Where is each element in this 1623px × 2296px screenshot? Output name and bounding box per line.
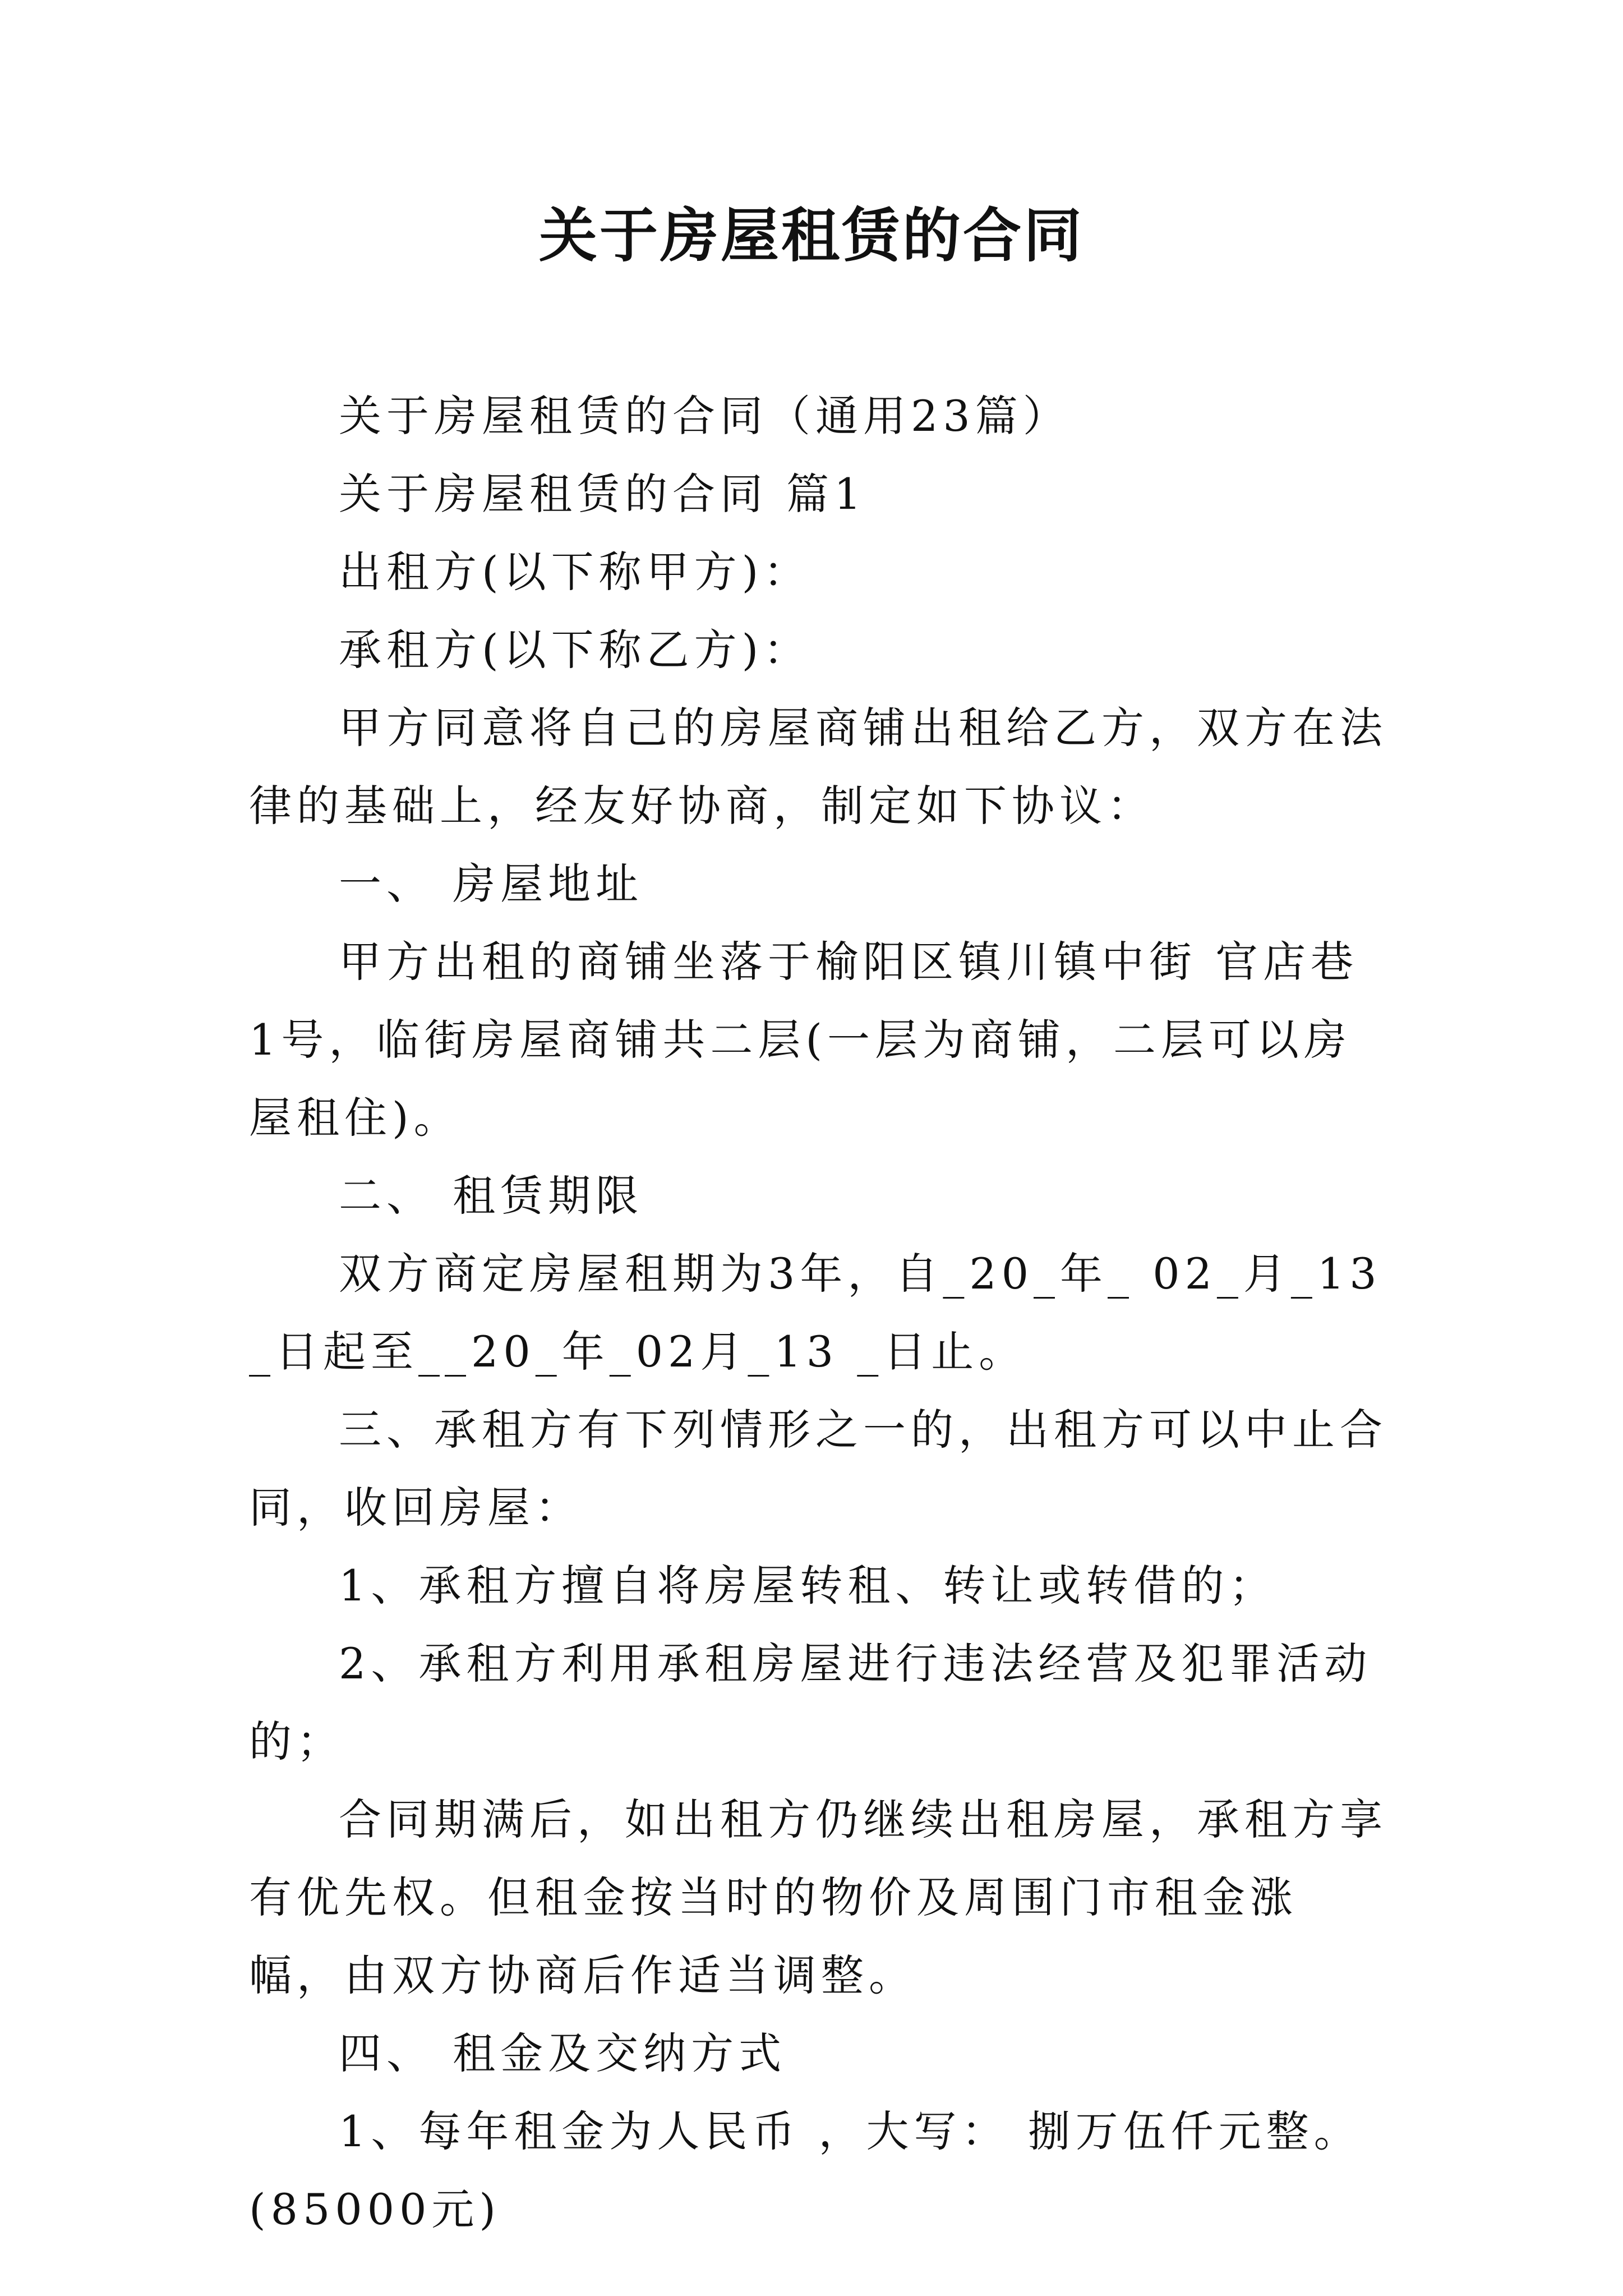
paragraph-lease-term: 双方商定房屋租期为3年，自_20_年_ 02_月_13 _日起至__20_年_02月_13 _日止。 [249,1249,1400,1377]
list-item-condition-1: 1、承租方擅自将房屋转租、转让或转借的； [339,1561,1277,1611]
list-item-annual-rent: 1、每年租金为人民币 ，大写： 捌万伍仟元整。(85000元) [249,2106,1362,2234]
heading-rent-payment: 四、 租金及交纳方式 [339,2028,787,2078]
paragraph-house-address: 甲方出租的商铺坐落于榆阳区镇川镇中街 官店巷1号，临街房屋商铺共二层(一层为商铺，二层可以房屋租住)。 [249,937,1359,1143]
heading-lease-term: 二、 租赁期限 [339,1171,644,1221]
paragraph-subtitle: 关于房屋租赁的合同（通用23篇） [339,391,1071,441]
paragraph-lessor: 出租方(以下称甲方)： [339,547,811,597]
paragraph-lessee: 承租方(以下称乙方)： [339,625,811,675]
document-title: 关于房屋租赁的合同 [538,201,1084,270]
paragraph-section-heading: 关于房屋租赁的合同 篇1 [339,469,866,519]
paragraph-termination-conditions: 三、承租方有下列情形之一的，出租方可以中止合同，收回房屋： [249,1405,1387,1533]
paragraph-agreement-intro: 甲方同意将自己的房屋商铺出租给乙方，双方在法律的基础上，经友好协商，制定如下协议： [249,703,1387,831]
heading-house-address: 一、 房屋地址 [339,859,644,909]
document-body [249,377,1400,2248]
list-item-condition-2: 2、承租方利用承租房屋进行违法经营及犯罪活动的； [249,1639,1372,1766]
paragraph-renewal-priority: 合同期满后，如出租方仍继续出租房屋，承租方享有优先权。但租金按当时的物价及周围门市租金涨幅，由双方协商后作适当调整。 [249,1795,1387,2000]
